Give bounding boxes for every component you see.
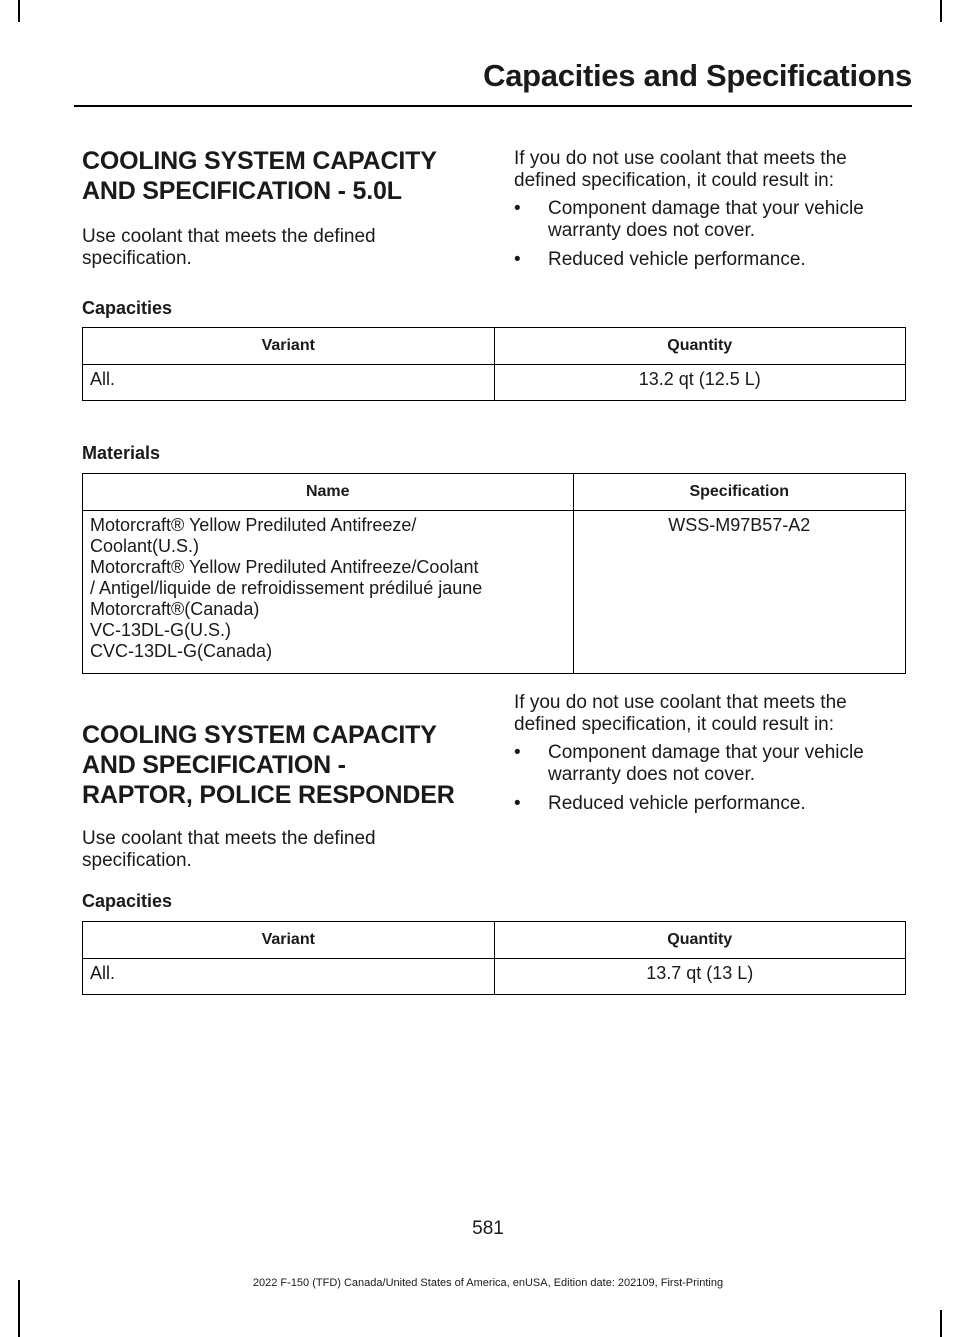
section-5-0l-warning-intro: If you do not use coolant that meets the defined specification, it could result in: <box>514 148 847 191</box>
column-header-name: Name <box>83 474 574 511</box>
section-5-0l-bullet-list <box>514 198 914 278</box>
header-rule <box>74 105 912 107</box>
capacities-table-5-0l <box>82 327 906 401</box>
capacities-label-5-0l: Capacities <box>82 298 173 318</box>
name-line: Motorcraft® Yellow Prediluted Antifreeze/Coolant <box>90 557 479 577</box>
name-line: Motorcraft® Yellow Prediluted Antifreeze/ <box>90 515 417 535</box>
bullet-text: Reduced vehicle performance. <box>548 793 806 814</box>
section-raptor-bullet-list <box>514 742 914 822</box>
crop-mark-bottom-right <box>940 1310 942 1337</box>
capacities-table-raptor <box>82 921 906 995</box>
bullet-text: Reduced vehicle performance. <box>548 249 806 270</box>
cell-name <box>83 511 574 674</box>
materials-table <box>82 473 906 674</box>
cell-quantity: 13.7 qt (13 L) <box>494 959 906 995</box>
column-header-quantity: Quantity <box>494 328 906 365</box>
heading-line: COOLING SYSTEM CAPACITY <box>82 147 437 175</box>
heading-line: COOLING SYSTEM CAPACITY <box>82 721 437 749</box>
bullet-icon: • <box>514 198 521 219</box>
list-item <box>514 249 914 271</box>
column-header-variant: Variant <box>83 922 495 959</box>
table-header-row <box>83 922 906 959</box>
name-line: / Antigel/liquide de refroidissement prédilué jaune <box>90 578 483 598</box>
column-header-quantity: Quantity <box>494 922 906 959</box>
table-header-row <box>83 474 906 511</box>
table-header-row <box>83 328 906 365</box>
crop-mark-top-right <box>940 0 942 22</box>
section-raptor-warning-intro: If you do not use coolant that meets the defined specification, it could result in: <box>514 692 847 735</box>
section-raptor-heading <box>82 720 482 810</box>
name-line: CVC-13DL-G(Canada) <box>90 641 273 661</box>
name-line: Coolant(U.S.) <box>90 536 200 556</box>
cell-variant: All. <box>83 959 495 995</box>
table-row <box>83 511 906 674</box>
materials-label: Materials <box>82 443 161 463</box>
section-raptor-intro: Use coolant that meets the defined specification. <box>82 828 376 871</box>
section-5-0l-heading <box>82 146 482 206</box>
capacities-label-raptor: Capacities <box>82 891 173 911</box>
list-item <box>514 742 914 786</box>
bullet-icon: • <box>514 742 521 763</box>
heading-line: RAPTOR, POLICE RESPONDER <box>82 781 455 809</box>
section-5-0l-intro: Use coolant that meets the defined specification. <box>82 226 376 269</box>
bullet-text: Component damage that your vehicle warranty does not cover. <box>548 742 864 785</box>
name-line: Motorcraft®(Canada) <box>90 599 260 619</box>
bullet-icon: • <box>514 249 521 270</box>
name-line: VC-13DL-G(U.S.) <box>90 620 232 640</box>
bullet-text: Component damage that your vehicle warranty does not cover. <box>548 198 864 241</box>
column-header-specification: Specification <box>573 474 906 511</box>
bullet-icon: • <box>514 793 521 814</box>
edition-footer: 2022 F-150 (TFD) Canada/United States of America, enUSA, Edition date: 202109, First-Printing <box>252 1277 724 1289</box>
page-number: 581 <box>472 1218 504 1239</box>
page-header-title: Capacities and Specifications <box>483 58 912 93</box>
column-header-variant: Variant <box>83 328 495 365</box>
heading-line: AND SPECIFICATION - <box>82 751 346 779</box>
table-row <box>83 959 906 995</box>
cell-variant: All. <box>83 365 495 401</box>
cell-quantity: 13.2 qt (12.5 L) <box>494 365 906 401</box>
table-row <box>83 365 906 401</box>
list-item <box>514 198 914 242</box>
cell-specification: WSS-M97B57-A2 <box>573 511 906 674</box>
list-item <box>514 793 914 815</box>
heading-line: AND SPECIFICATION - 5.0L <box>82 177 402 205</box>
crop-mark-top-left <box>18 0 20 22</box>
